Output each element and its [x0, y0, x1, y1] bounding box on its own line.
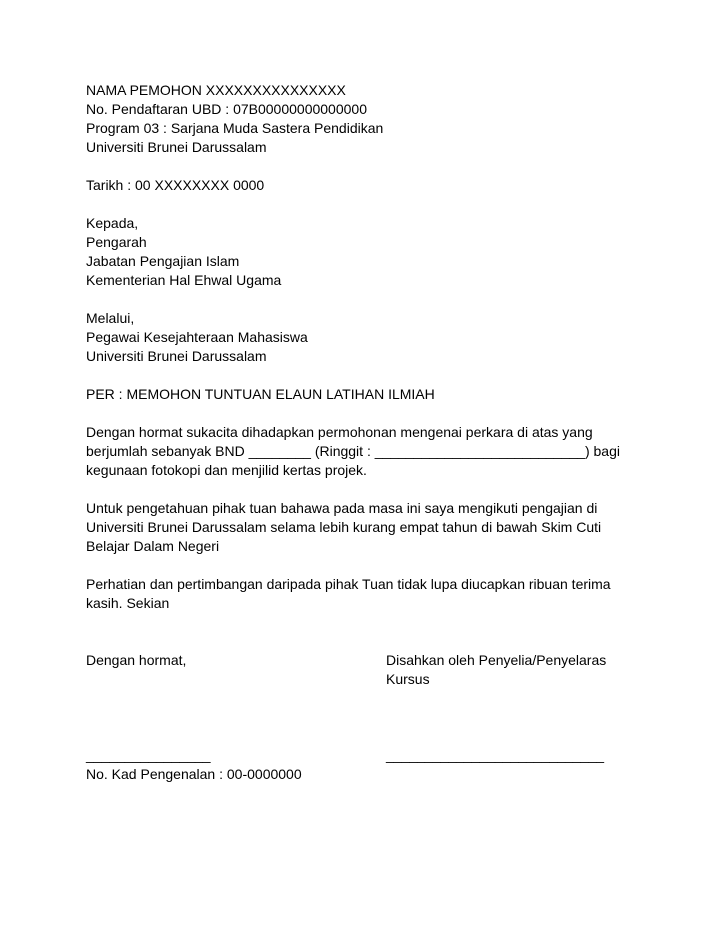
via-block — [86, 309, 646, 366]
spacer — [86, 480, 646, 499]
spacer — [86, 195, 646, 214]
applicant-name: NAMA PEMOHON XXXXXXXXXXXXXXX — [86, 82, 346, 98]
signature-blank-row — [86, 746, 646, 765]
spacer — [86, 366, 646, 385]
signature-space — [86, 689, 646, 746]
applicant-university: Universiti Brunei Darussalam — [86, 139, 267, 155]
via-university: Universiti Brunei Darussalam — [86, 348, 267, 364]
body-paragraph-3: Perhatian dan pertimbangan daripada pihak Tuan tidak lupa diucapkan ribuan terima kasih. Sekian — [86, 576, 611, 611]
signature-header-row — [86, 651, 646, 689]
id-card-number: No. Kad Pengenalan : 00-0000000 — [86, 766, 302, 782]
signature-right — [386, 651, 646, 689]
endorsement-line-1: Disahkan oleh Penyelia/Penyelaras — [386, 652, 607, 668]
supervisor-signature-line: ____________________________ — [386, 747, 605, 763]
endorsement-line-2: Kursus — [386, 671, 430, 687]
closing-text: Dengan hormat, — [86, 652, 187, 668]
spacer — [86, 613, 646, 632]
registration-number: No. Pendaftaran UBD : 07B00000000000000 — [86, 101, 367, 117]
applicant-header — [86, 81, 646, 157]
recipient-salutation: Kepada, — [86, 215, 139, 231]
recipient-department: Jabatan Pengajian Islam — [86, 253, 240, 269]
via-officer: Pegawai Kesejahteraan Mahasiswa — [86, 329, 308, 345]
spacer — [86, 290, 646, 309]
letter-page — [86, 81, 646, 784]
recipient-title: Pengarah — [86, 234, 147, 250]
via-label: Melalui, — [86, 310, 135, 326]
program-line: Program 03 : Sarjana Muda Sastera Pendidikan — [86, 120, 384, 136]
recipient-ministry: Kementerian Hal Ehwal Ugama — [86, 272, 282, 288]
signature-right-blank — [386, 746, 646, 765]
spacer — [86, 556, 646, 575]
signature-left — [86, 651, 386, 689]
letter-subject: PER : MEMOHON TUNTUAN ELAUN LATIHAN ILMIAH — [86, 386, 435, 402]
applicant-signature-line: ________________ — [86, 747, 211, 763]
letter-date: Tarikh : 00 XXXXXXXX 0000 — [86, 177, 265, 193]
spacer — [86, 157, 646, 176]
spacer — [86, 404, 646, 423]
recipient-block — [86, 214, 646, 290]
signature-left-blank — [86, 746, 386, 765]
spacer — [86, 632, 646, 651]
body-paragraph-2: Untuk pengetahuan pihak tuan bahawa pada masa ini saya mengikuti pengajian di Universiti Brunei Darussalam selama lebih kurang empat tahun di bawah Skim Cuti Belajar Dalam Negeri — [86, 500, 602, 554]
body-paragraph-1: Dengan hormat sukacita dihadapkan permohonan mengenai perkara di atas yang berjumlah sebanyak BND ________ (Ringgit : ___________________________) bagi kegunaan fotokopi dan menjilid kertas projek. — [86, 424, 620, 478]
